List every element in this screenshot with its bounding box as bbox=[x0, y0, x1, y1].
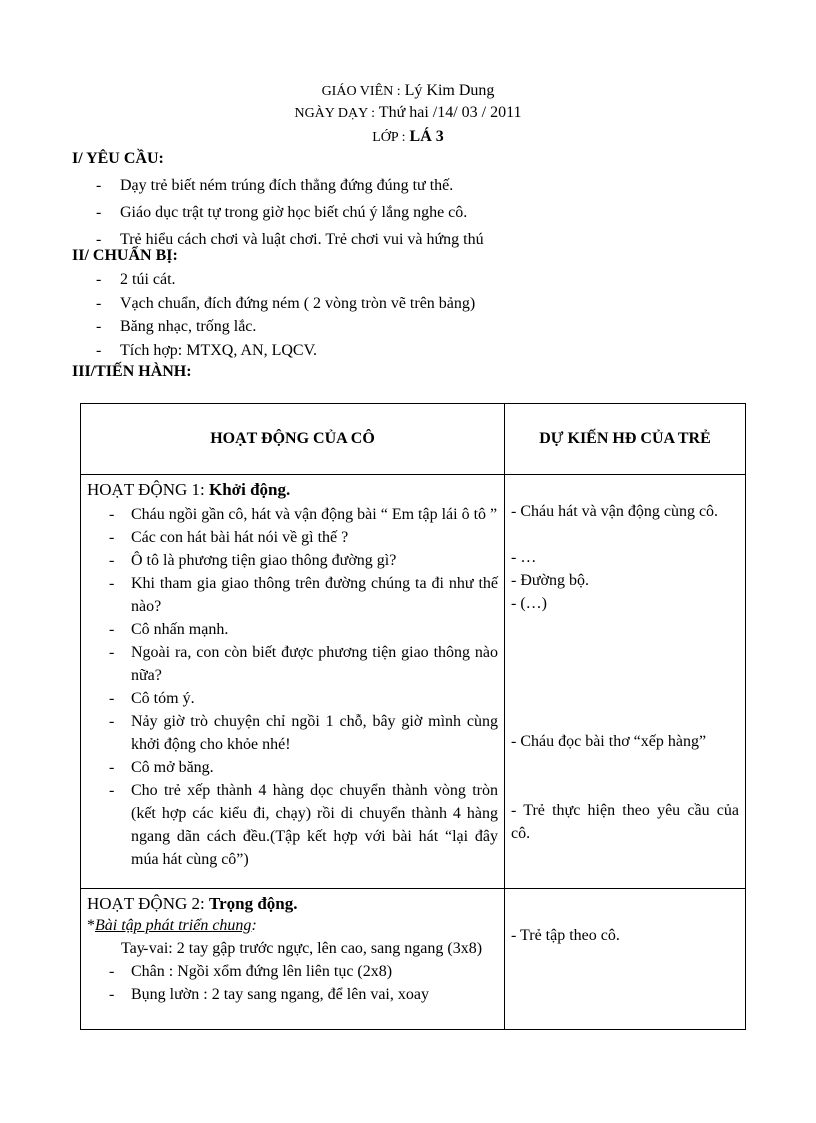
activity1-title bbox=[87, 479, 498, 501]
list-item: - Băng nhạc, trống lắc. bbox=[96, 315, 475, 339]
list-item: - Giáo dục trật tự trong giờ học biết chú ý lắng nghe cô. bbox=[96, 199, 484, 226]
list-item: - Nảy giờ trò chuyện chỉ ngồi 1 chỗ, bây giờ mình cùng khởi động cho khỏe nhé! bbox=[87, 710, 498, 756]
list-item: - Cho trẻ xếp thành 4 hàng dọc chuyển thành vòng tròn (kết hợp các kiểu đi, chạy) rồi di chuyển thành 4 hàng ngang dãn cách đều.(Tập kết hợp với bài hát “lại đây múa hát cùng cô”) bbox=[87, 779, 498, 871]
teacher-line bbox=[0, 80, 816, 103]
section-title-procedure: III/TIẾN HÀNH: bbox=[72, 363, 192, 380]
section-title-requirements: I/ YÊU CẦU: bbox=[72, 150, 164, 167]
class-line bbox=[0, 126, 816, 149]
list-item: - 2 túi cát. bbox=[96, 268, 475, 292]
column-header-children: DỰ KIẾN HĐ CỦA TRẺ bbox=[505, 404, 746, 475]
list-item: - Dạy trẻ biết ném trúng đích thẳng đứng đúng tư thế. bbox=[96, 172, 484, 199]
activity1-children-cell bbox=[505, 475, 746, 889]
list-item: - Tay vai: 2 tay gập trước ngực, lên cao, sang ngang (3x8) bbox=[87, 937, 498, 960]
list-item: - Bụng lườn : 2 tay sang ngang, để lên vai, xoay bbox=[87, 983, 498, 1006]
table-row bbox=[81, 889, 746, 1030]
table-row bbox=[81, 475, 746, 889]
response-item: - Trẻ thực hiện theo yêu cầu của cô. bbox=[511, 802, 739, 842]
exercise-heading bbox=[87, 915, 498, 937]
list-item: - Khi tham gia giao thông trên đường chúng ta đi như thế nào? bbox=[87, 572, 498, 618]
preparation-list bbox=[96, 268, 475, 362]
list-item: - Tích hợp: MTXQ, AN, LQCV. bbox=[96, 339, 475, 363]
teacher-label: GIÁO VIÊN : bbox=[321, 84, 401, 99]
section-title-preparation: II/ CHUẨN BỊ: bbox=[72, 247, 178, 264]
activity2-children-cell bbox=[505, 889, 746, 1030]
response-item: - Đường bộ. bbox=[511, 572, 590, 589]
list-item: - Chân : Ngồi xổm đứng lên liên tục (2x8) bbox=[87, 960, 498, 983]
exercise-label: Bài tập phát triển chung bbox=[95, 917, 252, 934]
response-item: - Cháu đọc bài thơ “xếp hàng” bbox=[511, 733, 707, 750]
response-item: - Cháu hát và vận động cùng cô. bbox=[511, 503, 719, 520]
response-item: - Trẻ tập theo cô. bbox=[511, 927, 620, 944]
activity2-items bbox=[87, 937, 498, 1006]
exercise-prefix: * bbox=[87, 917, 95, 934]
activity1-teacher-cell bbox=[81, 475, 505, 889]
activity2-title bbox=[87, 893, 498, 915]
list-item: - Ngoài ra, con còn biết được phương tiện giao thông nào nữa? bbox=[87, 641, 498, 687]
class-value: LÁ 3 bbox=[409, 128, 444, 145]
response-item: - … bbox=[511, 549, 537, 566]
list-item: - Cô tóm ý. bbox=[87, 687, 498, 710]
requirements-list bbox=[96, 172, 484, 253]
activity1-items bbox=[87, 503, 498, 871]
date-line bbox=[0, 102, 816, 125]
list-item: - Các con hát bài hát nói về gì thế ? bbox=[87, 526, 498, 549]
activity-table bbox=[80, 403, 746, 1030]
table-header-row bbox=[81, 404, 746, 475]
list-item: - Vạch chuẩn, đích đứng ném ( 2 vòng tròn vẽ trên bảng) bbox=[96, 292, 475, 316]
column-header-teacher: HOẠT ĐỘNG CỦA CÔ bbox=[81, 404, 505, 475]
exercise-suffix: : bbox=[251, 917, 257, 934]
date-label: NGÀY DẠY : bbox=[294, 106, 376, 121]
activity2-teacher-cell bbox=[81, 889, 505, 1030]
response-item: - (…) bbox=[511, 595, 547, 612]
activity1-name: Khởi động. bbox=[209, 480, 291, 499]
list-item: - Ô tô là phương tiện giao thông đường gì? bbox=[87, 549, 498, 572]
list-item: - Cô nhấn mạnh. bbox=[87, 618, 498, 641]
list-item: - Trẻ hiểu cách chơi và luật chơi. Trẻ chơi vui và hứng thú bbox=[96, 226, 484, 253]
class-label: LỚP : bbox=[372, 130, 406, 145]
date-value: Thứ hai /14/ 03 / 2011 bbox=[378, 104, 522, 121]
activity1-label: HOẠT ĐỘNG 1: bbox=[87, 480, 205, 499]
list-item: - Cô mở băng. bbox=[87, 756, 498, 779]
activity2-name: Trọng động. bbox=[209, 894, 298, 913]
activity2-label: HOẠT ĐỘNG 2: bbox=[87, 894, 205, 913]
list-item: - Cháu ngồi gần cô, hát và vận động bài “ Em tập lái ô tô ” bbox=[87, 503, 498, 526]
teacher-name: Lý Kim Dung bbox=[404, 82, 495, 99]
